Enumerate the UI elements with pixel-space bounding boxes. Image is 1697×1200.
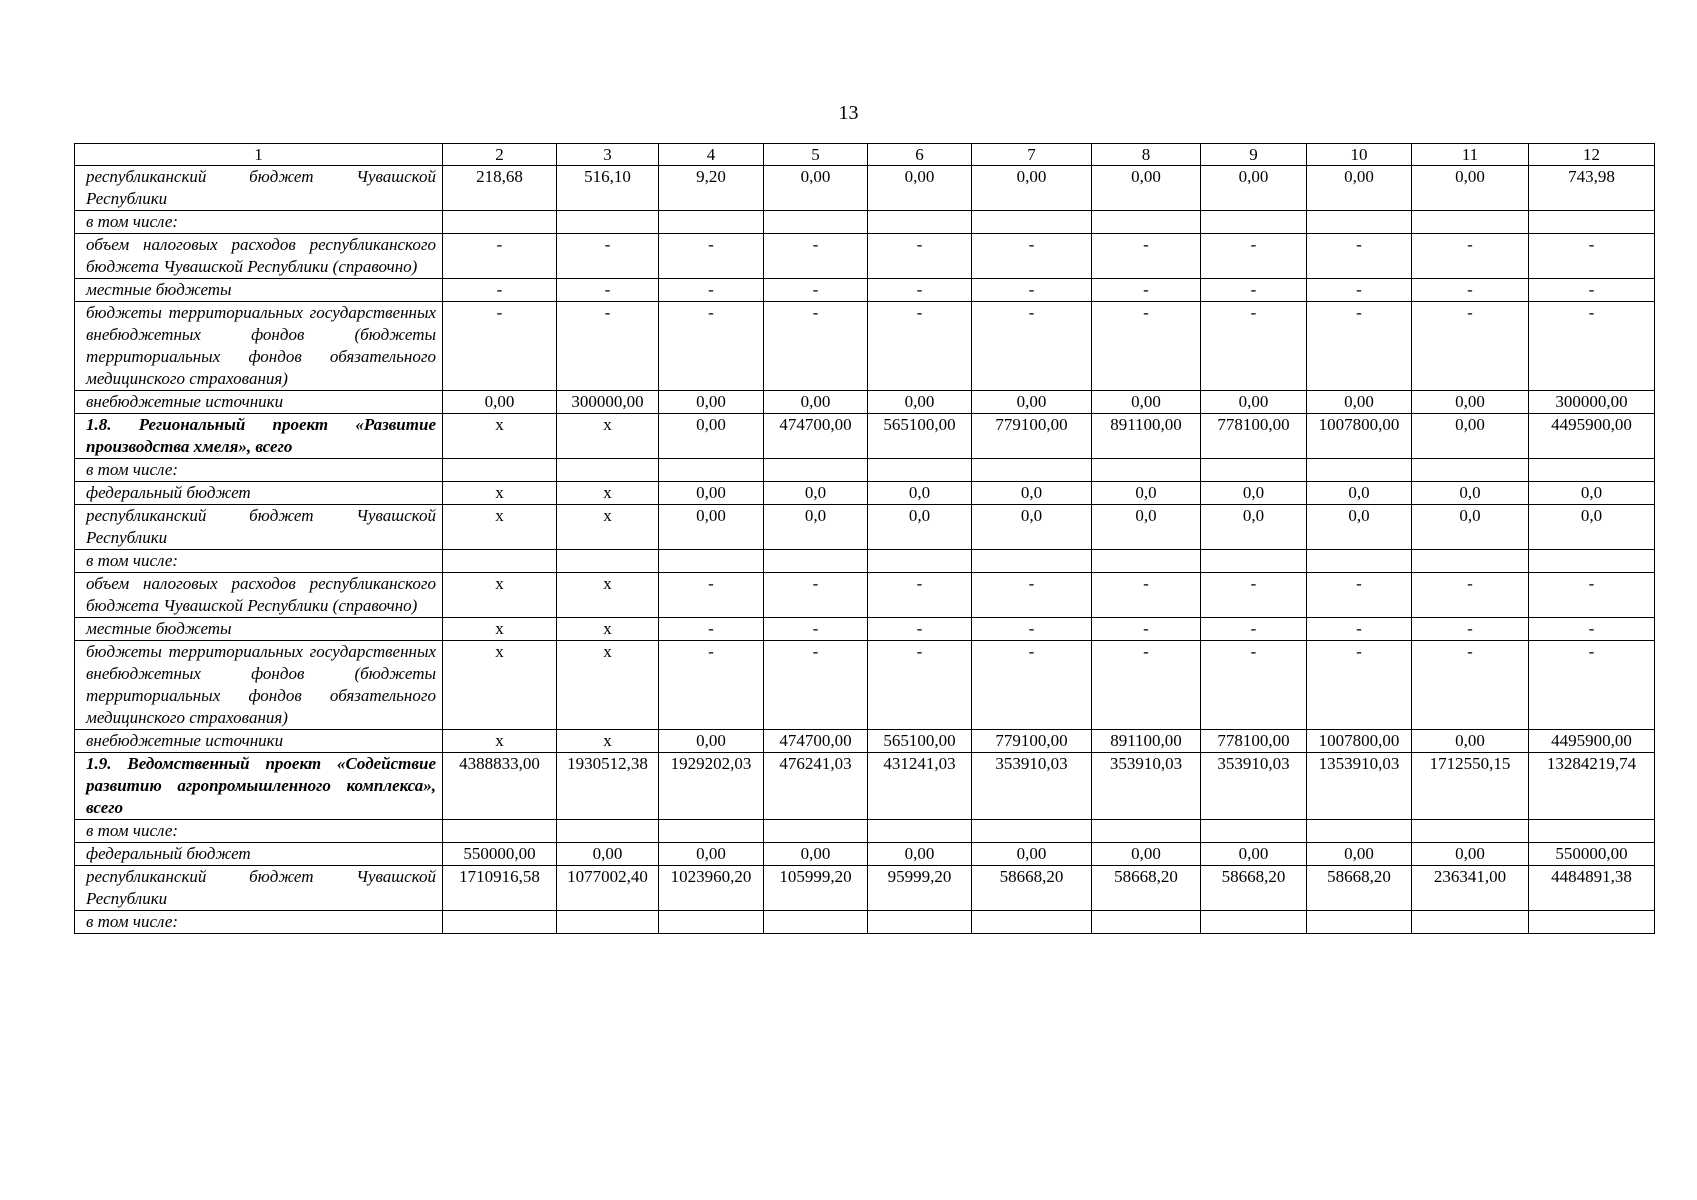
value-cell: 0,0	[1307, 482, 1412, 505]
value-cell	[443, 820, 557, 843]
value-cell: 0,00	[1412, 166, 1529, 211]
value-cell	[1412, 459, 1529, 482]
value-cell	[1307, 911, 1412, 934]
value-cell: -	[1529, 234, 1655, 279]
row-label: внебюджетные источники	[75, 730, 443, 753]
value-cell: х	[443, 505, 557, 550]
row-label: в том числе:	[75, 550, 443, 573]
value-cell: -	[972, 573, 1092, 618]
value-cell	[972, 211, 1092, 234]
value-cell: 1023960,20	[659, 866, 764, 911]
value-cell	[868, 911, 972, 934]
value-cell: -	[868, 618, 972, 641]
value-cell: -	[443, 302, 557, 391]
value-cell: -	[1412, 234, 1529, 279]
value-cell: 0,00	[868, 166, 972, 211]
value-cell: 0,0	[1092, 482, 1201, 505]
value-cell: -	[659, 302, 764, 391]
row-label: в том числе:	[75, 820, 443, 843]
value-cell: -	[972, 279, 1092, 302]
value-cell: 1353910,03	[1307, 753, 1412, 820]
value-cell: -	[1201, 618, 1307, 641]
value-cell	[659, 550, 764, 573]
value-cell: 353910,03	[972, 753, 1092, 820]
value-cell	[1529, 820, 1655, 843]
value-cell: -	[1307, 641, 1412, 730]
value-cell: 778100,00	[1201, 414, 1307, 459]
table-row	[75, 414, 1655, 459]
value-cell: 58668,20	[1092, 866, 1201, 911]
value-cell: 891100,00	[1092, 414, 1201, 459]
table-row	[75, 753, 1655, 820]
value-cell: -	[1529, 573, 1655, 618]
value-cell: -	[764, 573, 868, 618]
value-cell: 0,00	[764, 391, 868, 414]
row-label: республиканский бюджет Чувашской Республики	[75, 866, 443, 911]
value-cell: х	[557, 730, 659, 753]
value-cell: 1077002,40	[557, 866, 659, 911]
value-cell: -	[972, 641, 1092, 730]
value-cell: -	[868, 279, 972, 302]
table-row	[75, 302, 1655, 391]
value-cell	[659, 911, 764, 934]
value-cell: -	[1529, 302, 1655, 391]
table-row	[75, 820, 1655, 843]
value-cell: х	[443, 641, 557, 730]
table-row	[75, 618, 1655, 641]
value-cell	[972, 911, 1092, 934]
value-cell	[1529, 550, 1655, 573]
row-label: местные бюджеты	[75, 279, 443, 302]
value-cell: 0,00	[557, 843, 659, 866]
value-cell: 474700,00	[764, 730, 868, 753]
value-cell	[1412, 211, 1529, 234]
header-cell: 7	[972, 144, 1092, 166]
value-cell	[1201, 911, 1307, 934]
value-cell: 58668,20	[972, 866, 1092, 911]
value-cell: -	[1307, 302, 1412, 391]
value-cell: 1007800,00	[1307, 414, 1412, 459]
value-cell: -	[659, 618, 764, 641]
value-cell: -	[764, 279, 868, 302]
value-cell: 0,00	[1412, 843, 1529, 866]
value-cell	[557, 211, 659, 234]
table-row	[75, 211, 1655, 234]
value-cell	[972, 820, 1092, 843]
value-cell	[659, 459, 764, 482]
value-cell: 0,00	[1092, 166, 1201, 211]
row-label: объем налоговых расходов республиканского бюджета Чувашской Республики (справочно)	[75, 234, 443, 279]
value-cell: 0,00	[764, 166, 868, 211]
row-label: республиканский бюджет Чувашской Республики	[75, 166, 443, 211]
value-cell: 0,0	[972, 505, 1092, 550]
value-cell: -	[557, 279, 659, 302]
table-row	[75, 911, 1655, 934]
value-cell: 9,20	[659, 166, 764, 211]
row-label: местные бюджеты	[75, 618, 443, 641]
value-cell: 0,00	[972, 166, 1092, 211]
value-cell: 4484891,38	[1529, 866, 1655, 911]
value-cell	[1307, 550, 1412, 573]
value-cell: -	[1529, 618, 1655, 641]
value-cell: 476241,03	[764, 753, 868, 820]
value-cell: 0,0	[972, 482, 1092, 505]
value-cell	[443, 459, 557, 482]
value-cell	[1529, 911, 1655, 934]
value-cell: -	[1092, 573, 1201, 618]
value-cell: -	[1092, 234, 1201, 279]
value-cell: 0,00	[1201, 391, 1307, 414]
value-cell: -	[1092, 302, 1201, 391]
value-cell: 779100,00	[972, 730, 1092, 753]
value-cell: 58668,20	[1201, 866, 1307, 911]
value-cell: 0,0	[1412, 505, 1529, 550]
value-cell: 0,0	[764, 482, 868, 505]
value-cell: -	[1201, 641, 1307, 730]
value-cell: 565100,00	[868, 414, 972, 459]
header-cell: 12	[1529, 144, 1655, 166]
value-cell: 0,00	[443, 391, 557, 414]
value-cell: 95999,20	[868, 866, 972, 911]
value-cell: -	[557, 302, 659, 391]
value-cell: -	[1307, 279, 1412, 302]
value-cell	[557, 911, 659, 934]
table-row	[75, 459, 1655, 482]
value-cell: 1712550,15	[1412, 753, 1529, 820]
table-row	[75, 641, 1655, 730]
table-row	[75, 730, 1655, 753]
value-cell	[764, 820, 868, 843]
value-cell	[1307, 820, 1412, 843]
row-label: в том числе:	[75, 911, 443, 934]
table-row	[75, 573, 1655, 618]
value-cell: х	[443, 618, 557, 641]
value-cell: -	[868, 234, 972, 279]
value-cell: -	[1092, 641, 1201, 730]
value-cell	[972, 459, 1092, 482]
value-cell: -	[443, 234, 557, 279]
value-cell: 300000,00	[557, 391, 659, 414]
row-label: бюджеты территориальных государственных внебюджетных фондов (бюджеты территориальных фондов обязательного медицинского страхования)	[75, 641, 443, 730]
value-cell: -	[1412, 573, 1529, 618]
value-cell: 0,00	[972, 843, 1092, 866]
table-row	[75, 482, 1655, 505]
value-cell	[1201, 459, 1307, 482]
value-cell: 0,0	[764, 505, 868, 550]
value-cell: -	[764, 618, 868, 641]
value-cell: х	[557, 414, 659, 459]
table-row	[75, 279, 1655, 302]
row-label: в том числе:	[75, 459, 443, 482]
table-row	[75, 550, 1655, 573]
value-cell	[443, 550, 557, 573]
value-cell: 743,98	[1529, 166, 1655, 211]
value-cell: 0,0	[1412, 482, 1529, 505]
value-cell	[659, 211, 764, 234]
value-cell	[1092, 550, 1201, 573]
value-cell: х	[443, 573, 557, 618]
value-cell: 353910,03	[1092, 753, 1201, 820]
row-label: бюджеты территориальных государственных внебюджетных фондов (бюджеты территориальных фондов обязательного медицинского страхования)	[75, 302, 443, 391]
table-row	[75, 866, 1655, 911]
value-cell: 778100,00	[1201, 730, 1307, 753]
value-cell: 0,0	[1529, 482, 1655, 505]
table-row	[75, 391, 1655, 414]
header-cell: 9	[1201, 144, 1307, 166]
value-cell: 474700,00	[764, 414, 868, 459]
value-cell: 0,00	[1307, 843, 1412, 866]
value-cell	[1092, 459, 1201, 482]
table-row	[75, 505, 1655, 550]
value-cell: -	[1529, 641, 1655, 730]
value-cell	[1412, 820, 1529, 843]
value-cell: -	[972, 234, 1092, 279]
value-cell: -	[1529, 279, 1655, 302]
row-label: республиканский бюджет Чувашской Республики	[75, 505, 443, 550]
value-cell: 353910,03	[1201, 753, 1307, 820]
value-cell: 236341,00	[1412, 866, 1529, 911]
value-cell	[1201, 820, 1307, 843]
value-cell: 0,00	[659, 414, 764, 459]
value-cell: 1007800,00	[1307, 730, 1412, 753]
value-cell: 0,00	[1307, 391, 1412, 414]
value-cell: 0,00	[1201, 843, 1307, 866]
header-row	[75, 144, 1655, 166]
value-cell: -	[1092, 618, 1201, 641]
row-label: федеральный бюджет	[75, 843, 443, 866]
value-cell: -	[1201, 302, 1307, 391]
header-cell: 5	[764, 144, 868, 166]
value-cell: х	[557, 573, 659, 618]
value-cell	[1412, 911, 1529, 934]
value-cell: 300000,00	[1529, 391, 1655, 414]
value-cell: 0,00	[972, 391, 1092, 414]
value-cell	[868, 459, 972, 482]
table-row	[75, 234, 1655, 279]
value-cell: 891100,00	[1092, 730, 1201, 753]
value-cell: -	[972, 302, 1092, 391]
value-cell: 0,0	[1307, 505, 1412, 550]
value-cell: х	[443, 414, 557, 459]
value-cell	[868, 820, 972, 843]
value-cell: 550000,00	[443, 843, 557, 866]
value-cell: -	[764, 302, 868, 391]
table-row	[75, 843, 1655, 866]
value-cell: -	[1307, 573, 1412, 618]
value-cell: 0,00	[659, 730, 764, 753]
value-cell: 0,0	[1092, 505, 1201, 550]
value-cell: -	[557, 234, 659, 279]
value-cell: 0,0	[868, 505, 972, 550]
value-cell: -	[1412, 641, 1529, 730]
value-cell	[443, 211, 557, 234]
value-cell: 1930512,38	[557, 753, 659, 820]
header-cell: 11	[1412, 144, 1529, 166]
value-cell: -	[868, 641, 972, 730]
value-cell: -	[659, 279, 764, 302]
header-cell: 2	[443, 144, 557, 166]
value-cell	[557, 459, 659, 482]
row-label: в том числе:	[75, 211, 443, 234]
value-cell	[1529, 459, 1655, 482]
value-cell: 0,0	[1529, 505, 1655, 550]
value-cell	[868, 211, 972, 234]
row-label: внебюджетные источники	[75, 391, 443, 414]
value-cell	[659, 820, 764, 843]
row-label: объем налоговых расходов республиканского бюджета Чувашской Республики (справочно)	[75, 573, 443, 618]
value-cell: -	[1201, 234, 1307, 279]
value-cell: 0,00	[1412, 391, 1529, 414]
value-cell: 0,00	[1201, 166, 1307, 211]
value-cell: 0,0	[1201, 505, 1307, 550]
value-cell	[1092, 211, 1201, 234]
row-label: 1.8. Региональный проект «Развитие производства хмеля», всего	[75, 414, 443, 459]
value-cell: -	[868, 302, 972, 391]
value-cell: -	[1092, 279, 1201, 302]
value-cell: 4388833,00	[443, 753, 557, 820]
value-cell: 218,68	[443, 166, 557, 211]
value-cell: -	[972, 618, 1092, 641]
value-cell	[1201, 211, 1307, 234]
value-cell: -	[1307, 618, 1412, 641]
value-cell: -	[1412, 618, 1529, 641]
value-cell: 0,00	[764, 843, 868, 866]
header-cell: 3	[557, 144, 659, 166]
value-cell	[1412, 550, 1529, 573]
header-cell: 1	[75, 144, 443, 166]
value-cell: 0,00	[1307, 166, 1412, 211]
value-cell: 431241,03	[868, 753, 972, 820]
value-cell	[1307, 459, 1412, 482]
value-cell: 13284219,74	[1529, 753, 1655, 820]
value-cell	[557, 820, 659, 843]
value-cell	[443, 911, 557, 934]
header-cell: 10	[1307, 144, 1412, 166]
value-cell	[1529, 211, 1655, 234]
header-cell: 6	[868, 144, 972, 166]
budget-table	[74, 143, 1655, 934]
table-body	[75, 144, 1655, 934]
value-cell	[1201, 550, 1307, 573]
value-cell: -	[443, 279, 557, 302]
value-cell: -	[764, 234, 868, 279]
value-cell: -	[1412, 279, 1529, 302]
value-cell: -	[1307, 234, 1412, 279]
value-cell	[557, 550, 659, 573]
value-cell: -	[764, 641, 868, 730]
value-cell	[868, 550, 972, 573]
value-cell	[764, 911, 868, 934]
value-cell: 779100,00	[972, 414, 1092, 459]
value-cell: -	[868, 573, 972, 618]
value-cell	[1092, 820, 1201, 843]
value-cell	[1092, 911, 1201, 934]
value-cell: 58668,20	[1307, 866, 1412, 911]
value-cell: х	[443, 482, 557, 505]
value-cell: 0,0	[868, 482, 972, 505]
value-cell: 0,00	[659, 843, 764, 866]
value-cell: 1929202,03	[659, 753, 764, 820]
value-cell	[972, 550, 1092, 573]
value-cell: 0,00	[1412, 730, 1529, 753]
table-row	[75, 166, 1655, 211]
value-cell: -	[1201, 573, 1307, 618]
value-cell: -	[659, 573, 764, 618]
value-cell: 0,00	[659, 391, 764, 414]
value-cell: 0,0	[1201, 482, 1307, 505]
value-cell	[764, 211, 868, 234]
value-cell: 516,10	[557, 166, 659, 211]
value-cell: х	[557, 618, 659, 641]
value-cell: -	[659, 234, 764, 279]
value-cell: 1710916,58	[443, 866, 557, 911]
value-cell: 0,00	[868, 391, 972, 414]
value-cell: 0,00	[1412, 414, 1529, 459]
value-cell: -	[1201, 279, 1307, 302]
value-cell: 0,00	[1092, 391, 1201, 414]
value-cell: 0,00	[1092, 843, 1201, 866]
header-cell: 8	[1092, 144, 1201, 166]
value-cell: 105999,20	[764, 866, 868, 911]
value-cell: 0,00	[659, 505, 764, 550]
page-number: 13	[838, 102, 859, 124]
value-cell: х	[557, 505, 659, 550]
value-cell: -	[659, 641, 764, 730]
value-cell: 550000,00	[1529, 843, 1655, 866]
value-cell: 565100,00	[868, 730, 972, 753]
row-label: федеральный бюджет	[75, 482, 443, 505]
value-cell	[764, 550, 868, 573]
value-cell: 0,00	[659, 482, 764, 505]
value-cell: х	[557, 641, 659, 730]
value-cell: 4495900,00	[1529, 730, 1655, 753]
header-cell: 4	[659, 144, 764, 166]
value-cell: 4495900,00	[1529, 414, 1655, 459]
value-cell: 0,00	[868, 843, 972, 866]
value-cell: х	[443, 730, 557, 753]
value-cell	[1307, 211, 1412, 234]
value-cell	[764, 459, 868, 482]
row-label: 1.9. Ведомственный проект «Содействие развитию агропромышленного комплекса», всего	[75, 753, 443, 820]
value-cell: -	[1412, 302, 1529, 391]
value-cell: х	[557, 482, 659, 505]
